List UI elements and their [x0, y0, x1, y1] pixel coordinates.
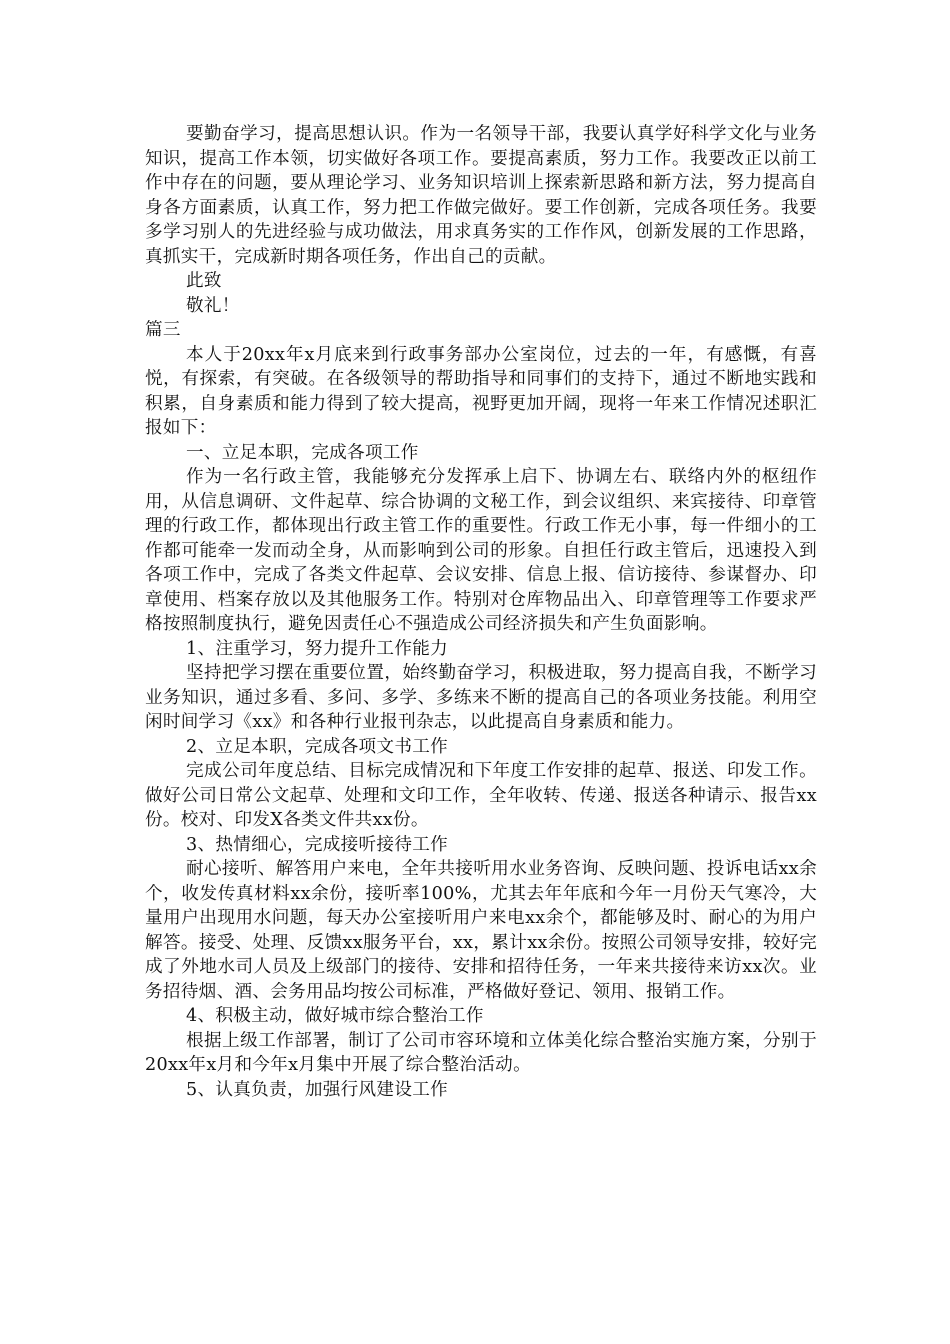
paragraph-item-3: 耐心接听、解答用户来电，全年共接听用水业务咨询、反映问题、投诉电话xx余个，收发传真材料xx余份，接听率100%，尤其去年年底和今年一月份天气寒冷，大量用户出现用水问题，每天办公室接听用户来电xx余个，都能够及时、耐心的为用户解答。接受、处理、反馈xx服务平台，xx，累计xx余份。按照公司领导安排，较好完成了外地水司人员及上级部门的接待、安排和招待任务，一年来共接待来访xx次。业务招待烟、酒、会务用品均按公司标准，严格做好登记、领用、报销工作。 [145, 859, 817, 1002]
closing-respect: 敬礼！ [186, 295, 240, 316]
closing-salutation: 此致 [186, 271, 222, 291]
paragraph-item-2: 完成公司年度总结、目标完成情况和下年度工作安排的起草、报送、印发工作。做好公司日常公文起草、处理和文印工作，全年收转、传递、报送各种请示、报告xx份。校对、印发X各类文件共xx份。 [145, 761, 817, 830]
section-heading: 篇三 [145, 320, 181, 340]
paragraph-intro: 本人于20xx年x月底来到行政事务部办公室岗位，过去的一年，有感慨，有喜悦，有探索，有突破。在各级领导的帮助指导和同事们的支持下，通过不断地实践和积累，自身素质和能力得到了较大提高，视野更加开阔，现将一年来工作情况述职汇报如下： [145, 344, 817, 438]
heading-item-1: 1、注重学习，努力提升工作能力 [186, 638, 449, 659]
paragraph-item-1: 坚持把学习摆在重要位置，始终勤奋学习，积极进取，努力提高自我，不断学习业务知识，通过多看、多问、多学、多练来不断的提高自己的各项业务技能。利用空闲时间学习《xx》和各种行业报刊杂志，以此提高自身素质和能力。 [145, 663, 817, 732]
heading-item-5: 5、认真负责，加强行风建设工作 [186, 1079, 449, 1100]
heading-item-2: 2、立足本职，完成各项文书工作 [186, 736, 449, 757]
paragraph-admin-role: 作为一名行政主管，我能够充分发挥承上启下、协调左右、联络内外的枢纽作用，从信息调研、文件起草、综合协调的文秘工作，到会议组织、来宾接待、印章管理的行政工作，都体现出行政主管工作的重要性。行政工作无小事，每一件细小的工作都可能牵一发而动全身，从而影响到公司的形象。自担任行政主管后，迅速投入到各项工作中，完成了各类文件起草、会议安排、信息上报、信访接待、参谋督办、印章使用、档案存放以及其他服务工作。特别对仓库物品出入、印章管理等工作要求严格按照制度执行，避免因责任心不强造成公司经济损失和产生负面影响。 [145, 467, 817, 634]
paragraph-item-4: 根据上级工作部署，制订了公司市容环境和立体美化综合整治实施方案，分别于20xx年x月和今年x月集中开展了综合整治活动。 [145, 1030, 817, 1075]
heading-item-3: 3、热情细心，完成接听接待工作 [186, 834, 449, 855]
heading-part-one: 一、立足本职，完成各项工作 [186, 442, 419, 463]
paragraph-study: 要勤奋学习，提高思想认识。作为一名领导干部，我要认真学好科学文化与业务知识，提高工作本领，切实做好各项工作。要提高素质，努力工作。我要改正以前工作中存在的问题，要从理论学习、业务知识培训上探索新思路和新方法，努力提高自身各方面素质，认真工作，努力把工作做完做好。要工作创新，完成各项任务。我要多学习别人的先进经验与成功做法，用求真务实的工作作风，创新发展的工作思路，真抓实干，完成新时期各项任务，作出自己的贡献。 [145, 124, 817, 267]
heading-item-4: 4、积极主动，做好城市综合整治工作 [186, 1006, 484, 1026]
document-body [145, 122, 817, 1102]
